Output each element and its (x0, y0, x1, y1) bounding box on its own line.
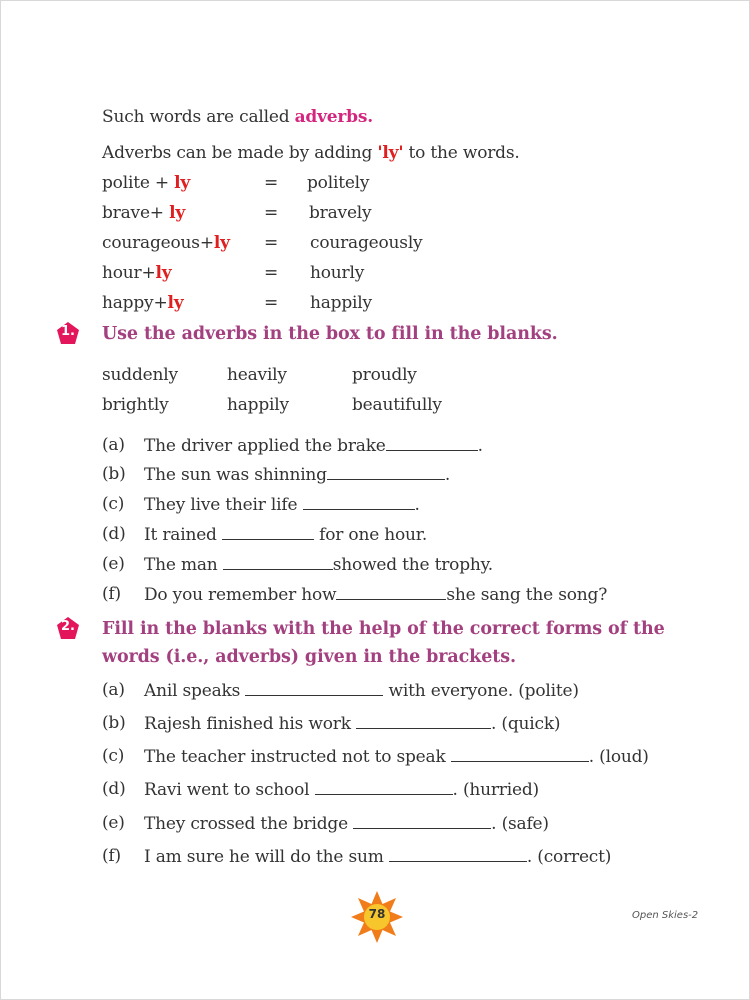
adverbs-term: adverbs. (294, 107, 373, 127)
box-word: happily (227, 395, 289, 415)
exercise1-title: Use the adverbs in the box to fill in the blanks. (102, 324, 558, 344)
intro-called-line: Such words are called adverbs. (102, 107, 373, 127)
item-label: (b) (102, 464, 126, 484)
formation-result: courageously (310, 233, 423, 253)
item-label: (c) (102, 746, 125, 766)
exercise2-title-line1: Fill in the blanks with the help of the correct forms of the (102, 619, 665, 639)
formation-result: hourly (310, 263, 365, 283)
page-number-star (350, 890, 404, 944)
item-label: (f) (102, 584, 121, 604)
formation-result: bravely (309, 203, 372, 223)
item-label: (e) (102, 554, 125, 574)
formation-suffix: ly (167, 293, 184, 313)
blank-field[interactable] (327, 464, 445, 480)
formation-suffix: ly (155, 263, 172, 283)
blank-field[interactable] (336, 584, 446, 600)
box-word: brightly (102, 395, 169, 415)
formation-result: politely (307, 173, 370, 193)
formation-suffix: ly (213, 233, 230, 253)
ly-token: 'ly' (377, 143, 404, 163)
formation-base: happy+ (102, 293, 168, 313)
formation-result: happily (310, 293, 372, 313)
blank-field[interactable] (356, 713, 491, 729)
item-label: (a) (102, 680, 125, 700)
item-label: (a) (102, 435, 125, 455)
intro-made-line: Adverbs can be made by adding 'ly' to the words. (102, 143, 520, 163)
formation-equals: = (264, 263, 279, 283)
worksheet-page: Such words are called adverbs. Adverbs can be made by adding 'ly' to the words. polite + ly = politely brave+ ly = bravely courageous+ly = courageously hour+ly = hourly happy+ly = happily 1. Use the adverbs in the box to fill in the blanks. suddenly heavily proudly brightly happily beautifully (a) The driver applied the brake . (b) The sun was shinning . (c) They live their life . (d) It rained for one hour. (e) The man showed the trophy. (f) Do you remember how she sang the song? 2. Fill in the blanks with the help of the correct forms of the words (i.e., adverbs) given in the brackets. (a) Anil speaks with everyone. (polite) (b) Rajesh finished his work . (quick) (c) The teacher instructed not to speak . (loud) (d) Ravi went to school . (hurried) (e) They crossed the bridge . (safe) (f) I am sure he will do the sum . (correct) 78 Open Skies-2 (0, 0, 750, 1000)
formation-base: polite + (102, 173, 175, 193)
formation-base: brave+ (102, 203, 170, 223)
exercise-number-badge: 1. (56, 321, 80, 345)
page-number: 78 (368, 907, 386, 921)
blank-field[interactable] (223, 554, 333, 570)
box-word: beautifully (352, 395, 442, 415)
formation-suffix: ly (169, 203, 185, 223)
blank-field[interactable] (303, 494, 415, 510)
item-label: (e) (102, 813, 125, 833)
box-word: heavily (227, 365, 287, 385)
formation-equals: = (264, 233, 279, 253)
formation-base: courageous+ (102, 233, 214, 253)
exercise-number-badge: 2. (56, 616, 80, 640)
blank-field[interactable] (222, 524, 314, 540)
blank-field[interactable] (389, 846, 527, 862)
formation-suffix: ly (174, 173, 191, 193)
item-label: (d) (102, 524, 126, 544)
item-label: (c) (102, 494, 125, 514)
blank-field[interactable] (353, 813, 491, 829)
item-label: (d) (102, 779, 126, 799)
exercise2-title-line2: words (i.e., adverbs) given in the brackets. (102, 647, 516, 667)
blank-field[interactable] (386, 435, 478, 451)
book-title: Open Skies-2 (632, 910, 699, 921)
blank-field[interactable] (315, 779, 453, 795)
blank-field[interactable] (451, 746, 589, 762)
item-label: (f) (102, 846, 121, 866)
formation-equals: = (264, 173, 279, 193)
box-word: proudly (352, 365, 417, 385)
blank-field[interactable] (245, 680, 383, 696)
formation-base: hour+ (102, 263, 156, 283)
item-label: (b) (102, 713, 126, 733)
box-word: suddenly (102, 365, 178, 385)
formation-equals: = (264, 203, 279, 223)
formation-equals: = (264, 293, 279, 313)
